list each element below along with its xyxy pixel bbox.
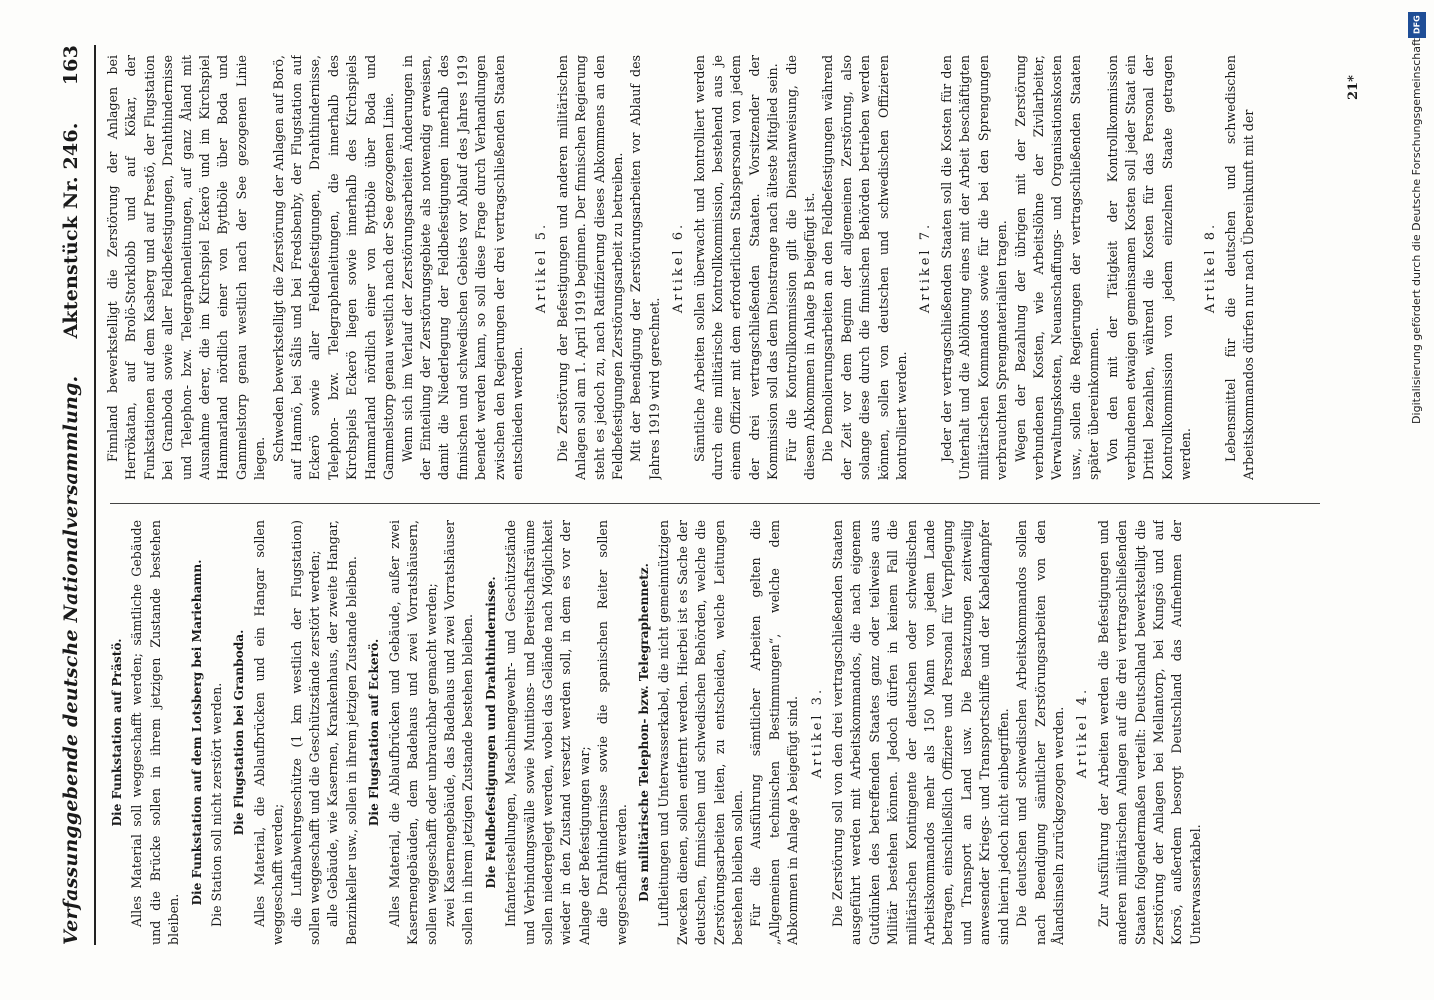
section-heading: Das militärische Telephon- bzw. Telegraphennetz. [636,563,651,902]
paragraph: Infanteriestellungen, Maschinengewehr- und Geschützstände und Verbindungswälle sowie Munitions- und Bereitschaftsräume sollen niedergelegt werden, wobei das Gelände nach Möglichkeit wieder in den Zustand versetzt werden soll, in dem es vor der Anlage der Befestigungen war; [503,520,592,945]
paragraph: Mit der Beendigung der Zerstörungsarbeiten vor Ablauf des Jahres 1919 wird gerechnet. [628,55,662,480]
article-heading: Artikel 6. [671,221,687,314]
paragraph: Finnland bewerkstelligt die Zerstörung der Anlagen bei Herrökatan, auf Brolö-Storklobb und auf Kökar, der Funkstationen auf dem Kasberg und auf Prestö, der Flugstation bei Granboda sowie aller Feldbefestigungen, Drahthindernisse und Telephon- bzw. Telegraphenleitungen, auf ganz Åland mit Ausnahme derer, die im Kirchspiel Eckerö und im Kirchspiel Hammarland nördlich einer von Byttböle über Boda und Gammelstorp genau westlich nach der See gezogenen Linie liegen. [105,55,268,480]
paragraph: Schweden bewerkstelligt die Zerstörung der Anlagen auf Borö, auf Hamnö, bei Sålis und bei Fredsbenby, der Flugstation auf Eckerö sowie aller Feldbefestigungen, Drahthindernisse, Telephon- bzw. Telegraphenleitungen, die innerhalb des Kirchspiels Eckerö liegen sowie innerhalb des Kirchspiels Hammarland nördlich einer von Byttböle über Boda und Gammelstorp genau westlich nach der See gezogenen Linie. [270,55,397,480]
paragraph: alle Gebäude, wie Kasernen, Krankenhaus, der zweite Hangar, Benzinkeller usw., sollen in ihrem jetzigen Zustande bleiben. [325,520,359,945]
paragraph: Für die Kontrollkommission gilt die Dienstanweisung, die diesem Abkommen in Anlage B beigefügt ist. [783,55,818,480]
column-divider [110,503,1320,504]
article-heading: Artikel 3. [809,686,825,779]
paragraph: Sämtliche Arbeiten sollen überwacht und kontrolliert werden durch eine militärische Kontrollkommission, bestehend aus je einem Offizier mit dem erforderlichen Stabspersonal von jedem der drei vertragschließenden Staaten. Vorsitzender der Kommission soll das dem Dienstrange nach älteste Mitglied sein. [691,55,781,480]
article-heading: Artikel 7. [918,221,934,314]
paragraph: Wegen der Bezahlung der übrigen mit der Zerstörung verbundenen Kosten, wie Arbeitslöhne der Zivilarbeiter, Verwaltungskosten, Neuanschaffungs- und Organisationskosten usw., sollen die Regierungen der vertragschließenden Staaten später übereinkommen. [1012,55,1102,480]
paragraph: Luftleitungen und Unterwasserkabel, die nicht gemeinnützigen Zwecken dienen, sollen entfernt werden. Hierbei ist es Sache der deutschen, finnischen und schwedischen Behörden, welche die Zerstörungsarbeiten leiten, zu entscheiden, welche Leitungen bestehen bleiben sollen. [656,520,745,945]
article-heading: Artikel 5. [534,221,550,314]
dfg-watermark [1404,8,1430,992]
paragraph: Von den mit der Tätigkeit der Kontrollkommission verbundenen etwaigen gemeinsamen Kosten soll jeder Staat ein Drittel bezahlen, während die Kosten für das Personal der Kontrollkommission von jedem einzelnen Staate getragen werden. [1104,55,1194,480]
paragraph: Die Zerstörung soll von den drei vertragschließenden Staaten ausgeführt werden mit Arbeitskommandos, die nach eigenem Gutdünken des betreffenden Staates ganz oder teilweise aus Militär bestehen können. Jedoch dürfen in keinem Fall die militärischen Kontingente der deutschen oder schwedischen Arbeitskommandos mehr als 150 Mann von jedem Lande betragen, einschließlich Offiziere und Personal für Verpflegung und Transport an Land usw. Die Besatzungen zeitweilig anwesender Kriegs- und Transportschiffe und der Kabeldampfer sind hierin jedoch nicht einbegriffen. [830,520,1011,945]
article-heading: Artikel 8. [1202,221,1218,314]
dfg-watermark-text: Digitalisierung gefördert durch die Deutsche Forschungsgemeinschaft [1410,38,1423,424]
page-number: 163 [60,45,82,86]
paragraph: Wenn sich im Verlauf der Zerstörungsarbeiten Änderungen in der Einteilung der Zerstörungsgebiete als notwendig erweisen, damit die Niederlegung der Feldbefestigungen innerhalb des finnischen und schwedischen Gebiets vor Ablauf des Jahres 1919 beendet werden kann, so soll diese Frage durch Verhandlungen zwischen den Regierungen der drei vertragschließenden Staaten entschieden werden. [399,55,525,480]
paragraph: Alles Material soll weggeschafft werden; sämtliche Gebäude und die Brücke sollen in ihrem jetzigen Zustande bestehen bleiben. [129,520,182,945]
dfg-logo: DFG [1408,12,1426,38]
section-heading: Die Funkstation auf dem Lotsberg bei Mariehamn. [189,559,204,906]
paragraph: Zur Ausführung der Arbeiten werden die Befestigungen und anderen militärischen Anlagen auf die drei vertragschließenden Staaten folgendermaßen verteilt: Deutschland bewerkstelligt die Zerstörung der Anlagen bei Mellantorp, bei Kungsö und auf Korsö, außerdem besorgt Deutschland das Aufnehmen der Unterwasserkabel. [1095,520,1203,945]
paragraph: Alles Material, die Ablaufbrücken und Gebäude, außer zwei Kasernengebäuden, dem Badehaus und zwei Vorratshäusern, sollen weggeschafft oder unbrauchbar gemacht werden; [386,520,439,945]
paragraph: Die deutschen und schwedischen Arbeitskommandos sollen nach Beendigung sämtlicher Zerstörungsarbeiten von den Ålandsinseln zurückgezogen werden. [1014,520,1066,945]
header-document-number: Aktenstück Nr. 246. [60,122,82,339]
section-heading: Die Flugstation auf Eckerö. [367,638,382,827]
paragraph: die Drahthindernisse sowie die spanischen Reiter sollen weggeschafft werden. [595,520,629,945]
paragraph: Alles Material, die Ablaufbrücken und ein Hangar sollen weggeschafft werden; [251,520,286,945]
article-heading: Artikel 4. [1075,686,1091,779]
text-column-right [104,55,1339,480]
paragraph: Die Zerstörung der Befestigungen und anderen militärischen Anlagen soll am 1. April 1919 beginnen. Der finnischen Regierung steht es jedoch zu, nach Ratifizierung dieses Abkommens an den Feldbefestigungen Zerstörungsarbeit zu betreiben. [554,55,625,480]
page-header [60,45,96,945]
signature-mark: 21* [1346,75,1361,100]
paragraph: Die Demolierungsarbeiten an den Feldbefestigungen während der Zeit vor dem Beginn der allgemeinen Zerstörung, also solange diese durch die finnischen Behörden betrieben werden können, sollen von deutschen und schwedischen Offizieren kontrolliert werden. [820,55,910,480]
paragraph: Jeder der vertragschließenden Staaten soll die Kosten für den Unterhalt und die Ablöhnung eines mit der Arbeit beschäftigten militärischen Kommandos sowie für die bei den Sprengungen verbrauchten Sprengmaterialien tragen. [938,55,1010,480]
section-heading: Die Flugstation bei Granboda. [232,629,247,836]
paragraph: Lebensmittel für die deutschen und schwedischen Arbeitskommandos dürfen nur nach Übereinkunft mit der [1222,55,1257,480]
paragraph: die Luftabwehrgeschütze (1 km westlich der Flugstation) sollen weggeschafft und die Geschützstände zerstört werden; [288,520,323,945]
paragraph: Für die Ausführung sämtlicher Arbeiten gelten die „Allgemeinen technischen Bestimmungen“, welche dem Abkommen in Anlage A beigefügt sind. [748,520,801,945]
section-heading: Die Feldbefestigungen und Drahthindernisse. [483,576,498,889]
paragraph: zwei Kasernengebäude, das Badehaus und zwei Vorratshäuser sollen in ihrem jetzigen Zustande bestehen bleiben. [441,520,476,945]
header-left-title: Verfassunggebende deutsche Nationalversammlung. [60,375,82,945]
section-heading: Die Funkstation auf Prästö. [110,638,124,827]
paragraph: Die Station soll nicht zerstört werden. [209,682,225,927]
text-column-left [104,520,1339,945]
